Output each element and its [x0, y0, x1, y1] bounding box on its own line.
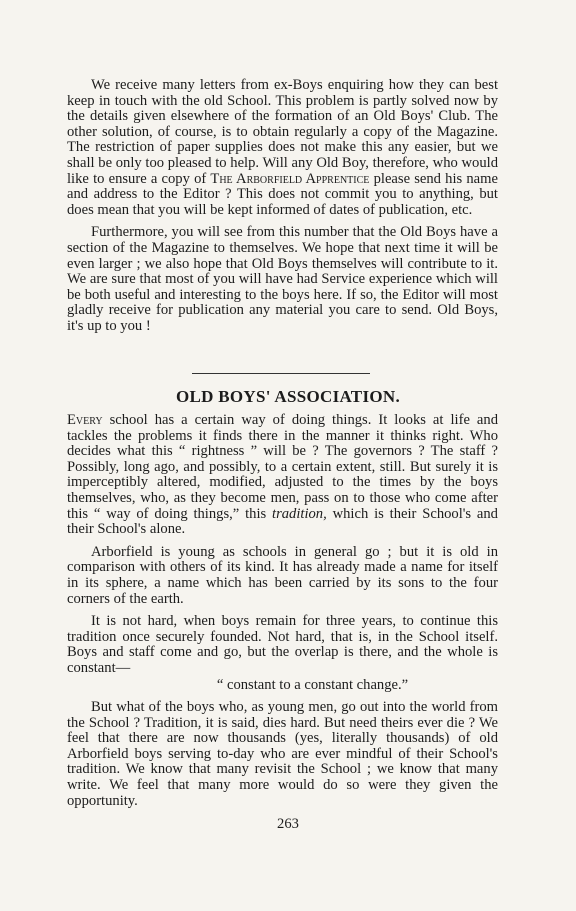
intro-paragraph-1: We receive many letters from ex-Boys enquiring how they can best keep in touch with the old School. This problem is partly solved now by the details given elsewhere of the formation of an Old Boys' Club. The other solution, of course, is to obtain regularly a copy of the Magazine. The restriction of paper supplies does not make this any easier, but we shall be only too pleased to help. Will any Old Boy, therefore, who would like to ensure a copy of The Arborfield Apprentice please send his name and address to the Editor ? This does not commit you to anything, but does mean that you will be kept informed of dates of publication, etc. [67, 77, 498, 218]
article-paragraph-1: Every school has a certain way of doing things. It looks at life and tackles the problems it finds there in the manner it thinks right. Who decides what this “ rightness ” will be ? The governors ? The staff ? Possibly, long ago, and possibly, to a certain extent, still. But surely it is imperceptibly altered, modified, adjusted to the times by the boys themselves, who, as they become men, pass on to those who come after this “ way of doing things,” this tradition, which is their School's and their School's alone. [67, 412, 498, 538]
emphasis-tradition: tradition, [272, 505, 327, 522]
article-paragraph-3: It is not hard, when boys remain for three years, to continue this tradition once securely founded. Not hard, that is, in the School itself. Boys and staff come and go, but the overlap is there, and the whole is constant— [67, 613, 498, 676]
section-divider [192, 373, 370, 374]
article-paragraph-2: Arborfield is young as schools in general go ; but it is old in comparison with others of its kind. It has already made a name for itself in its sphere, a name which has been carried by its sons to the four corners of the earth. [67, 543, 498, 607]
magazine-title: The Arborfield Apprentice [210, 170, 370, 187]
article-body [67, 413, 498, 809]
article-heading: OLD BOYS' ASSOCIATION. [175, 387, 401, 406]
article-quote: “ constant to a constant change.” [216, 676, 409, 693]
page-number: 263 [277, 816, 299, 832]
article-lead-word: Every [67, 412, 103, 428]
intro-paragraph-2: Furthermore, you will see from this number that the Old Boys have a section of the Magazine to themselves. We hope that next time it will be even larger ; we also hope that Old Boys themselves will contribute to it. We are sure that most of you will have had Service experience which will be both useful and interesting to the boys here. If so, the Editor will most gladly receive for publication any material you care to send. Old Boys, it's up to you ! [67, 224, 498, 334]
intro-section [67, 78, 498, 335]
article-paragraph-4: But what of the boys who, as young men, go out into the world from the School ? Tradition, it is said, dies hard. But need theirs ever die ? We feel that there are now thousands (yes, literally thousands) of old Arborfield boys serving to-day who are ever mindful of their School's tradition. We know that many revisit the School ; we know that many write. We feel that many more would do so were they given the opportunity. [67, 699, 498, 809]
